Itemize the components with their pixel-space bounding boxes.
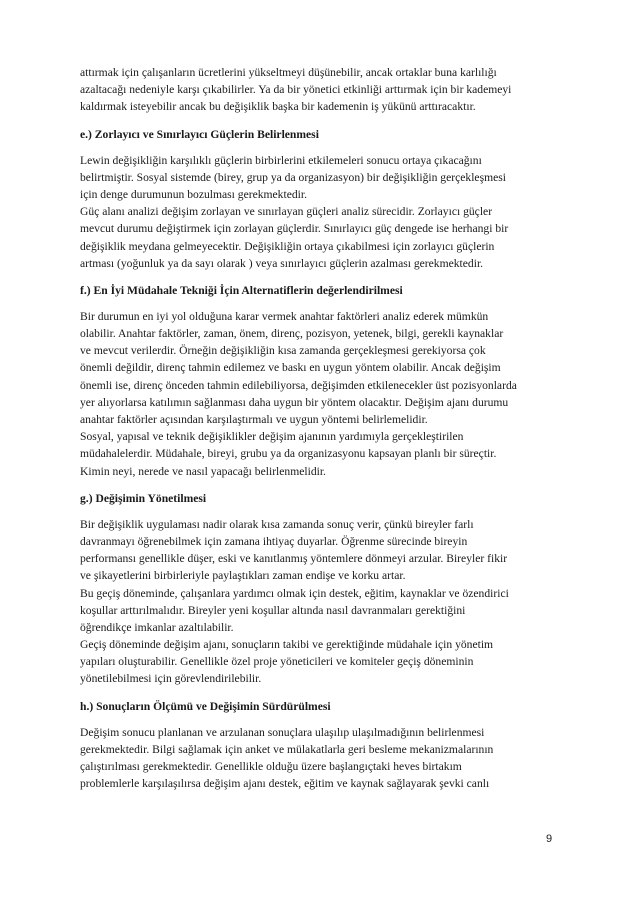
text-line: olabilir. Anahtar faktörler, zaman, önem, direnç, pozisyon, yetenek, bilgi, gerekli kaynaklar bbox=[80, 327, 504, 341]
text-line: performansı genellikle düşer, eski ve kanıtlanmış yöntemlere dönmeyi arzular. Bireyler fikir bbox=[80, 552, 508, 566]
text-line: Bu geçiş döneminde, çalışanlara yardımcı olmak için destek, eğitim, kaynaklar ve özendirici bbox=[80, 586, 509, 600]
text-line: değişiklik meydana gelmeyecektir. Değişikliğin ortaya çıkabilmesi için zorlayıcı güçlerin bbox=[80, 239, 495, 253]
text-line: önemli değildir, direnç tahmin edilemez ve baskı en uygun yöntem olabilir. Ancak değişim bbox=[80, 361, 501, 375]
section-heading-f: f.) En İyi Müdahale Tekniği İçin Alternatiflerin değerlendirilmesi bbox=[80, 283, 403, 297]
text-line: Güç alanı analizi değişim zorlayan ve sınırlayan güçleri analiz sürecidir. Zorlayıcı güçler bbox=[80, 205, 493, 219]
paragraph bbox=[80, 308, 560, 480]
text-line: müdahalelerdir. Müdahale, bireyi, grubu ya da organizasyonu kapsayan planlı bir süreçtir. bbox=[80, 447, 497, 461]
text-line: davranmayı öğrenebilmek için zamana ihtiyaç duyarlar. Öğrenme sürecinde bireyin bbox=[80, 534, 468, 548]
text-line: Değişim sonucu planlanan ve arzulanan sonuçlara ulaşılıp ulaşılmadığının belirlenmesi bbox=[80, 725, 485, 739]
section-heading-e: e.) Zorlayıcı ve Sınırlayıcı Güçlerin Belirlenmesi bbox=[80, 127, 319, 141]
section-heading-h: h.) Sonuçların Ölçümü ve Değişimin Sürdürülmesi bbox=[80, 699, 331, 713]
text-line: koşullar arttırılmalıdır. Bireyler yeni koşullar altında nasıl davranmaları gerektiğini bbox=[80, 603, 466, 617]
text-line: kaldırmak isteyebilir ancak bu değişiklik başka bir kademenin iş yükünü arttıracaktır. bbox=[80, 100, 476, 114]
text-line: için denge durumunun bozulması gerekmektedir. bbox=[80, 187, 307, 201]
paragraph bbox=[80, 516, 560, 688]
text-line: Bir değişiklik uygulaması nadir olarak kısa zamanda sonuç verir, çünkü bireyler farlı bbox=[80, 517, 474, 531]
paragraph bbox=[80, 152, 560, 272]
text-line: mevcut durumu değiştirmek için zorlayan güçlerdir. Sınırlayıcı güç dengede ise herhangi bir bbox=[80, 222, 509, 236]
text-line: çalıştırılması gerekmektedir. Genellikle olduğu üzere başlangıçtaki heves birtakım bbox=[80, 760, 462, 773]
text-line: Kimin neyi, nerede ve nasıl yapacağı belirlenmelidir. bbox=[80, 464, 326, 478]
text-line: yönetilebilmesi için görevlendirilebilir. bbox=[80, 672, 262, 686]
text-line: Geçiş döneminde değişim ajanı, sonuçların takibi ve gerektiğinde müdahale için yönetim bbox=[80, 638, 494, 652]
text-line: anahtar faktörler açısından karşılaştırmalı ve uygun yöntemi belirlemelidir. bbox=[80, 413, 428, 426]
page-number: 9 bbox=[546, 833, 553, 845]
text-line: Sosyal, yapısal ve teknik değişiklikler değişim ajanının yardımıyla gerçekleştirilen bbox=[80, 430, 464, 444]
text-line: öğrendikçe imkanlar azaltılabilir. bbox=[80, 620, 234, 634]
text-line: attırmak için çalışanların ücretlerini yükseltmeyi düşünebilir, ancak ortaklar buna karlılığı bbox=[80, 66, 497, 79]
text-line: önemli ise, direnç önceden tahmin edilebiliyorsa, değişimden etkilenecekler üst pozisyonlarda bbox=[80, 378, 517, 392]
text-line: ve mevcut verilerdir. Örneğin değişikliğin kısa zamanda gerçekleşmesi gerekiyorsa çok bbox=[80, 344, 486, 358]
text-line: problemlerle karşılaşılırsa değişim ajanı destek, eğitim ve kaynak sağlayarak şevki canlı bbox=[80, 777, 490, 791]
text-line: gerekmektedir. Bilgi sağlamak için anket ve mülakatlarla geri besleme mekanizmalarının bbox=[80, 742, 494, 756]
paragraph bbox=[80, 64, 560, 116]
text-line: ve şikayetlerini birbirleriyle paylaştıkları zaman endişe ve korku artar. bbox=[80, 569, 406, 583]
text-line: Lewin değişikliğin karşılıklı güçlerin birbirlerini etkilemeleri sonucu ortaya çıkacağını bbox=[80, 153, 482, 167]
text-line: yer alıyorlarsa katılımın sağlanması daha uygun bir yöntem olacaktır. Değişim ajanı durumu bbox=[80, 395, 509, 409]
text-line: Bir durumun en iyi yol olduğuna karar vermek anahtar faktörleri analiz ederek mümkün bbox=[80, 309, 489, 323]
text-line: artması (yoğunluk ya da sayı olarak ) veya sınırlayıcı güçlerin azalması gerekmektedir. bbox=[80, 256, 484, 270]
text-line: azaltacağı nedeniyle karşı çıkabilirler. Ya da bir yönetici etkinliği arttırmak için bir kademeyi bbox=[80, 83, 512, 97]
paragraph bbox=[80, 724, 560, 793]
section-heading-g: g.) Değişimin Yönetilmesi bbox=[80, 491, 207, 505]
text-line: yapıları oluşturabilir. Genellikle özel proje yöneticileri ve komiteler geçiş döneminin bbox=[80, 655, 474, 669]
document-page bbox=[80, 64, 560, 792]
text-line: belirtmiştir. Sosyal sistemde (birey, grup ya da organizasyon) bir değişikliğin gerçekleşmesi bbox=[80, 170, 506, 184]
